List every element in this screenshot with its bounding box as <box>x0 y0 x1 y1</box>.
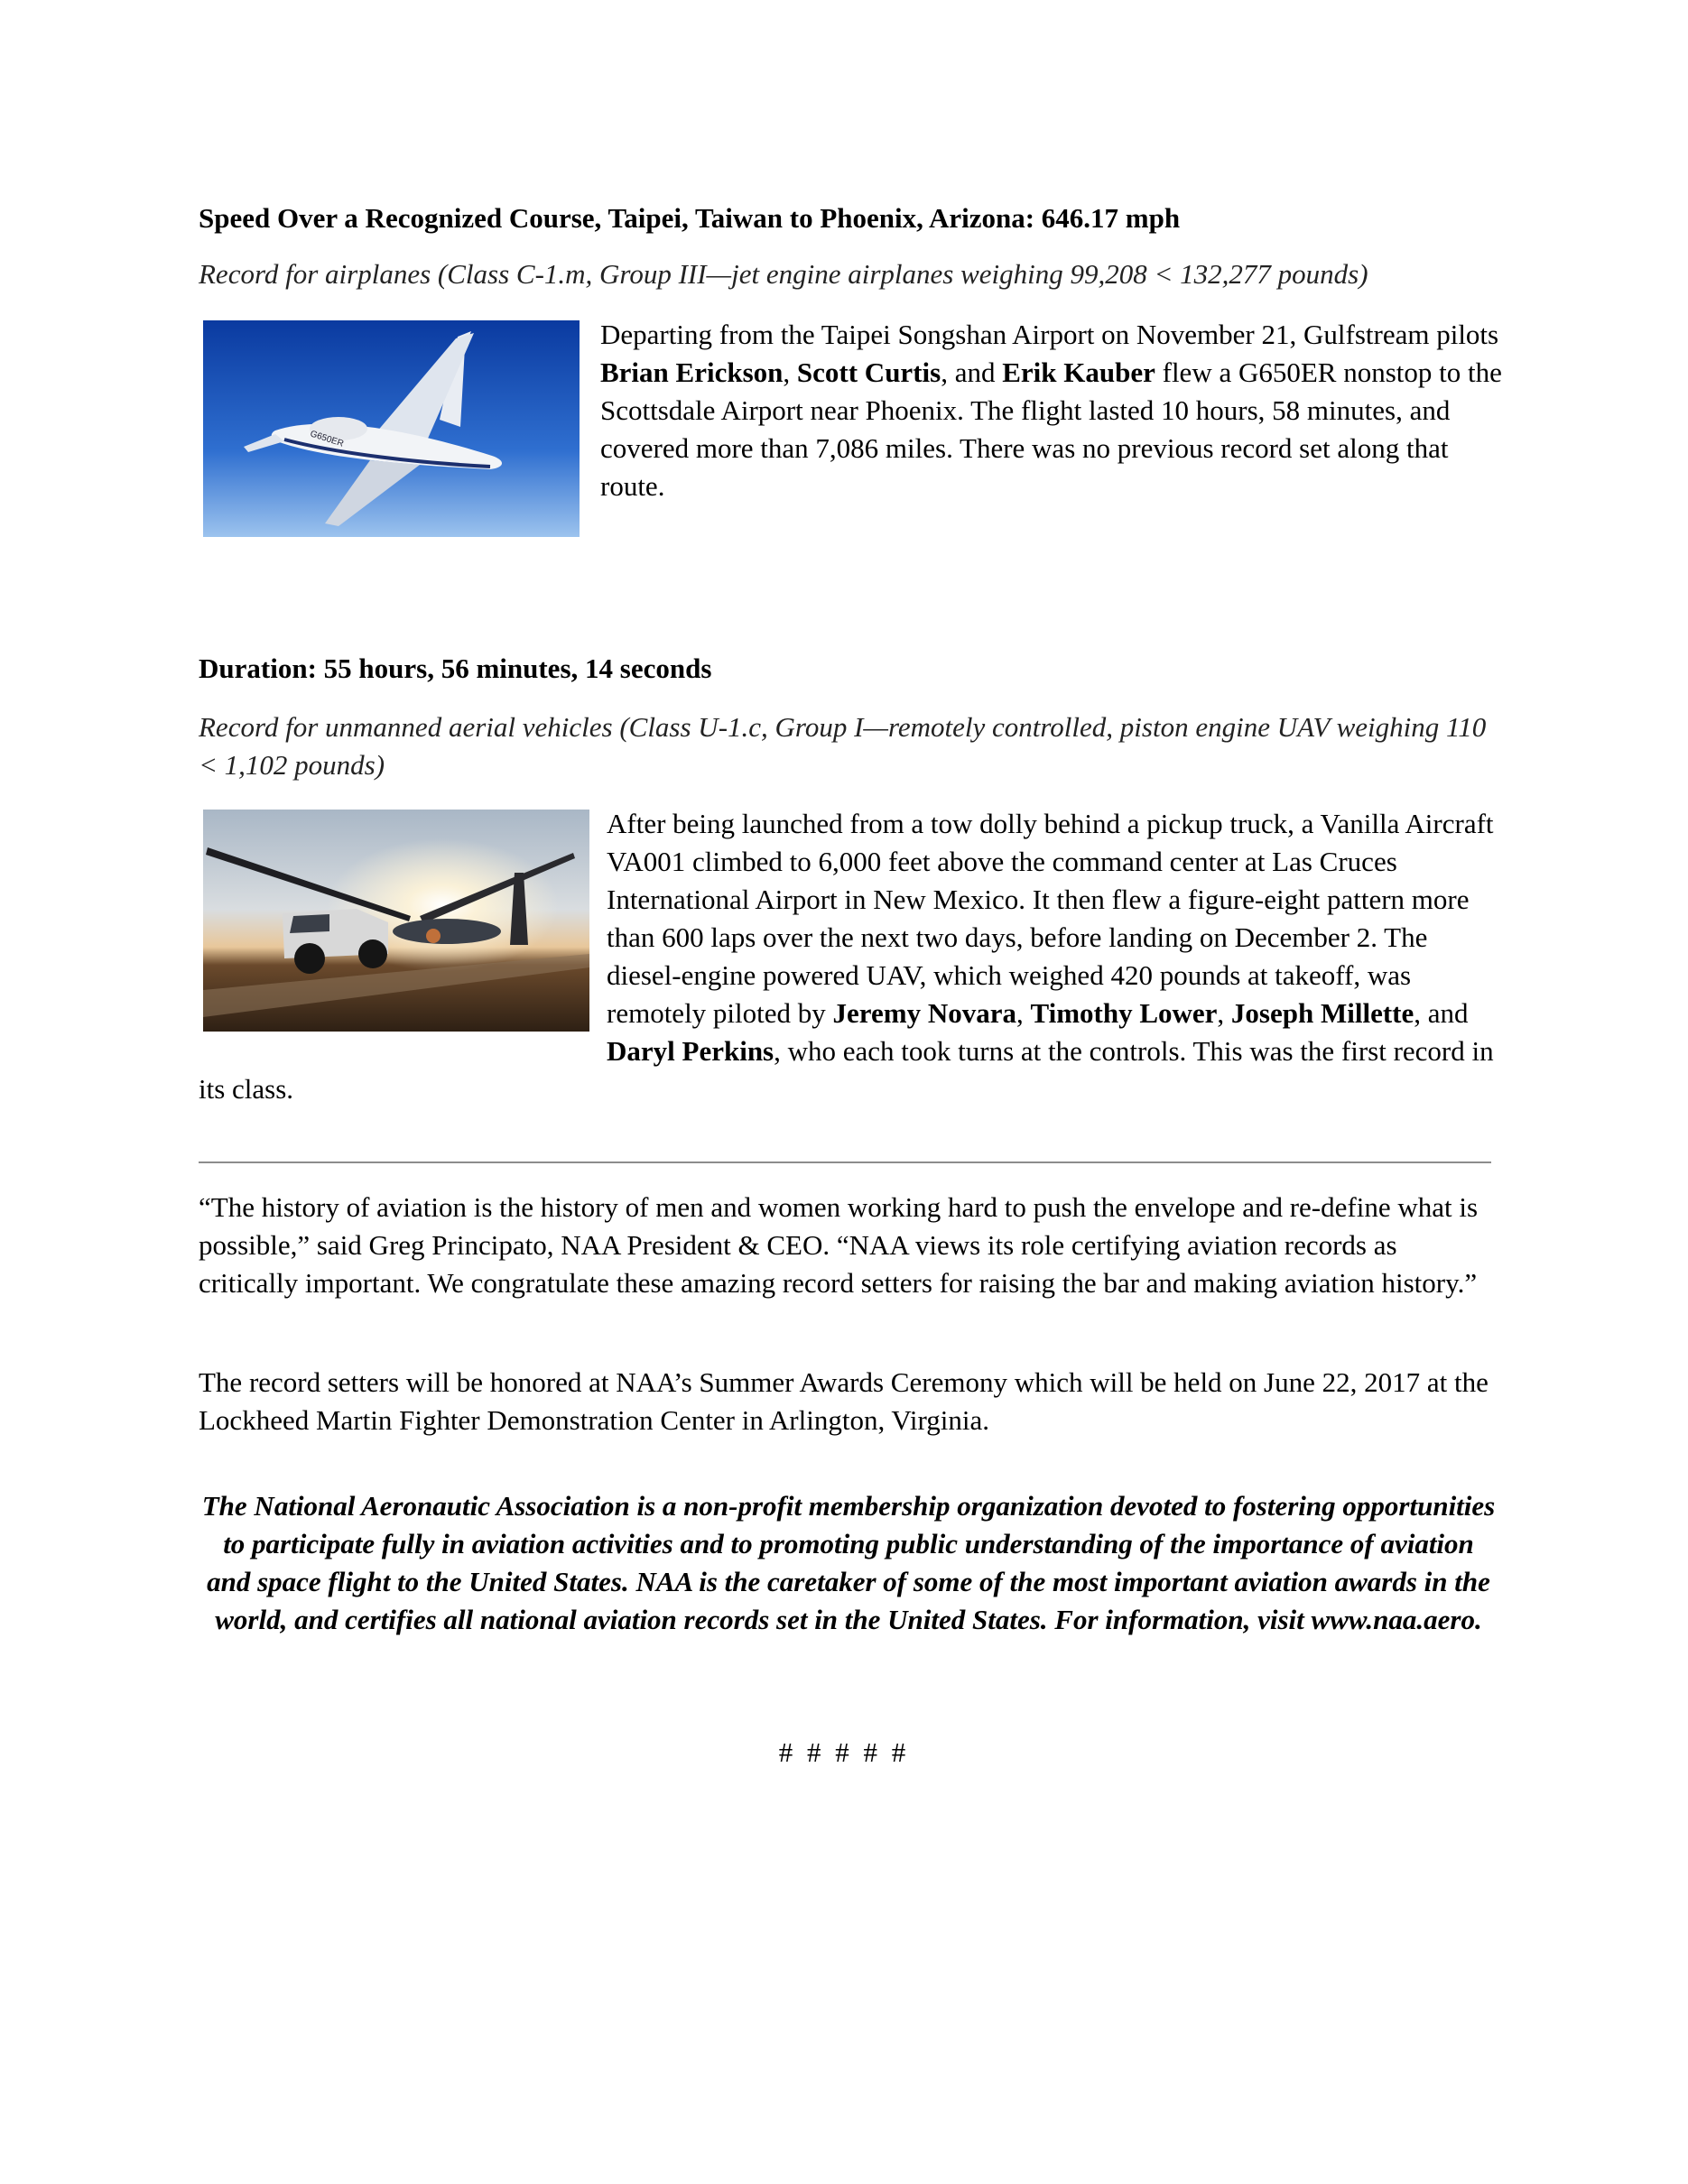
record-1-pilot-1: Brian Erickson <box>600 356 784 388</box>
record-2-body-wrap <box>199 805 1498 1108</box>
record-2-pilot-2: Timothy Lower <box>1030 997 1218 1029</box>
record-1-photo <box>203 320 580 537</box>
record-2-pilot-1: Jeremy Novara <box>832 997 1016 1029</box>
record-2-sep-2: , <box>1217 997 1231 1029</box>
record-2-subtitle: Record for unmanned aerial vehicles (Class U-1.c, Group I—remotely controlled, piston engine UAV weighing 110 < 1,102 pounds) <box>199 711 1487 781</box>
record-2-text-2: , who each took turns at the controls. This was the first record in its class. <box>199 1035 1494 1105</box>
record-1-sep-2: , and <box>941 356 1003 388</box>
record-1-pilot-2: Scott Curtis <box>796 356 941 388</box>
record-2-photo <box>203 810 589 1032</box>
record-2-pilot-3: Joseph Millette <box>1230 997 1414 1029</box>
record-2-text-1: After being launched from a tow dolly behind a pickup truck, a Vanilla Aircraft VA001 climbed to 6,000 feet above the command center at Las Cruces International Airport in New Mexico. It then flew a figure-eight pattern more than 600 laps over the next two days, before landing on December 2. The diesel-engine powered UAV, which weighed 420 pounds at takeoff, was remotely piloted by <box>607 808 1494 1029</box>
record-2-pilot-4: Daryl Perkins <box>607 1035 774 1067</box>
record-1-text-2: flew a G650ER nonstop to the Scottsdale Airport near Phoenix. The flight lasted 10 hours, 58 minutes, and covered more than 7,086 miles. There was no previous record set along that route. <box>600 356 1502 502</box>
record-2-sep-1: , <box>1016 997 1031 1029</box>
end-marker: # # # # # <box>778 1736 910 1768</box>
about-naa: The National Aeronautic Association is a non-profit membership organization devoted to fostering opportunities to participate fully in aviation activities and to promoting public understanding of the importance of aviation and space flight to the United States. NAA is the caretaker of some of the most important aviation awards in the world, and certifies all national aviation records set in the United States. For information, visit www.naa.aero. <box>201 1490 1496 1635</box>
record-1-pilot-3: Erik Kauber <box>1002 356 1155 388</box>
uav-truck-image <box>203 810 589 1032</box>
record-1-text-1: Departing from the Taipei Songshan Airport on November 21, Gulfstream pilots <box>600 319 1499 350</box>
gulfstream-jet-image <box>203 320 580 537</box>
horizontal-rule <box>199 1161 1491 1163</box>
record-2-sep-3: , and <box>1414 997 1469 1029</box>
record-1-subtitle: Record for airplanes (Class C-1.m, Group III—jet engine airplanes weighing 99,208 < 132,277 pounds) <box>199 258 1368 290</box>
aircraft-marking: G650ER <box>309 429 345 449</box>
record-1-heading: Speed Over a Recognized Course, Taipei, Taiwan to Phoenix, Arizona: 646.17 mph <box>199 202 1181 234</box>
record-1-body <box>600 316 1503 505</box>
record-1-sep-1: , <box>783 356 797 388</box>
ceremony-paragraph: The record setters will be honored at NAA’s Summer Awards Ceremony which will be held on June 22, 2017 at the Lockheed Martin Fighter Demonstration Center in Arlington, Virginia. <box>199 1366 1489 1436</box>
quote-paragraph: “The history of aviation is the history of men and women working hard to push the envelope and re-define what is possible,” said Greg Principato, NAA President & CEO. “NAA views its role certifying aviation records as critically important. We congratulate these amazing record setters for raising the bar and making aviation history.” <box>199 1191 1479 1299</box>
record-2-heading: Duration: 55 hours, 56 minutes, 14 seconds <box>199 652 712 684</box>
